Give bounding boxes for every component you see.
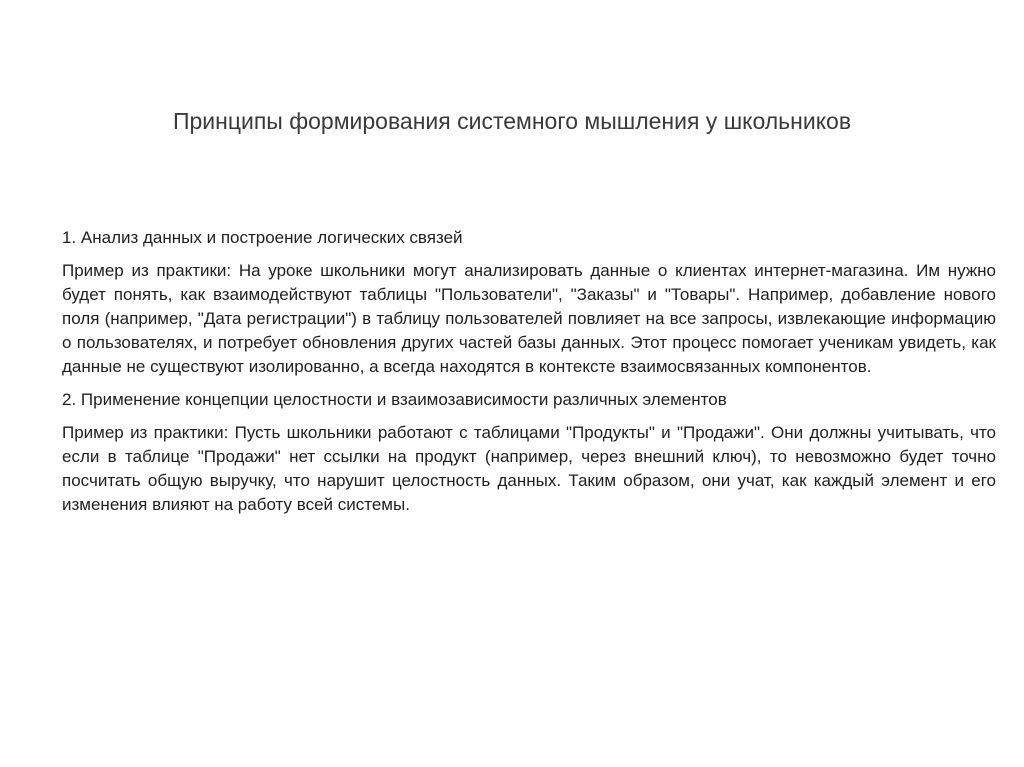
section-body-1: Пример из практики: На уроке школьники могут анализировать данные о клиентах интернет-магазина. Им нужно будет понять, как взаимодействуют таблицы "Пользователи", "Заказы" и "Товары". Например, добавление нового поля (например, "Дата регистрации") в таблицу пользователей повлияет на все запросы, извлекающие информацию о пользователях, и потребует обновления других частей базы данных. Этот процесс помогает ученикам увидеть, как данные не существуют изолированно, а всегда находятся в контексте взаимосвязанных компонентов. bbox=[62, 261, 996, 376]
slide-content bbox=[62, 226, 996, 526]
section-heading-2: 2. Применение концепции целостности и взаимозависимости различных элементов bbox=[62, 390, 727, 409]
section-body-2: Пример из практики: Пусть школьники работают с таблицами "Продукты" и "Продажи". Они должны учитывать, что если в таблице "Продажи" нет ссылки на продукт (например, через внешний ключ), то невозможно будет точно посчитать общую выручку, что нарушит целостность данных. Таким образом, они учат, как каждый элемент и его изменения влияют на работу всей системы. bbox=[62, 423, 996, 514]
slide-title: Принципы формирования системного мышления у школьников bbox=[172, 108, 852, 134]
section-heading-1: 1. Анализ данных и построение логических связей bbox=[62, 228, 463, 247]
